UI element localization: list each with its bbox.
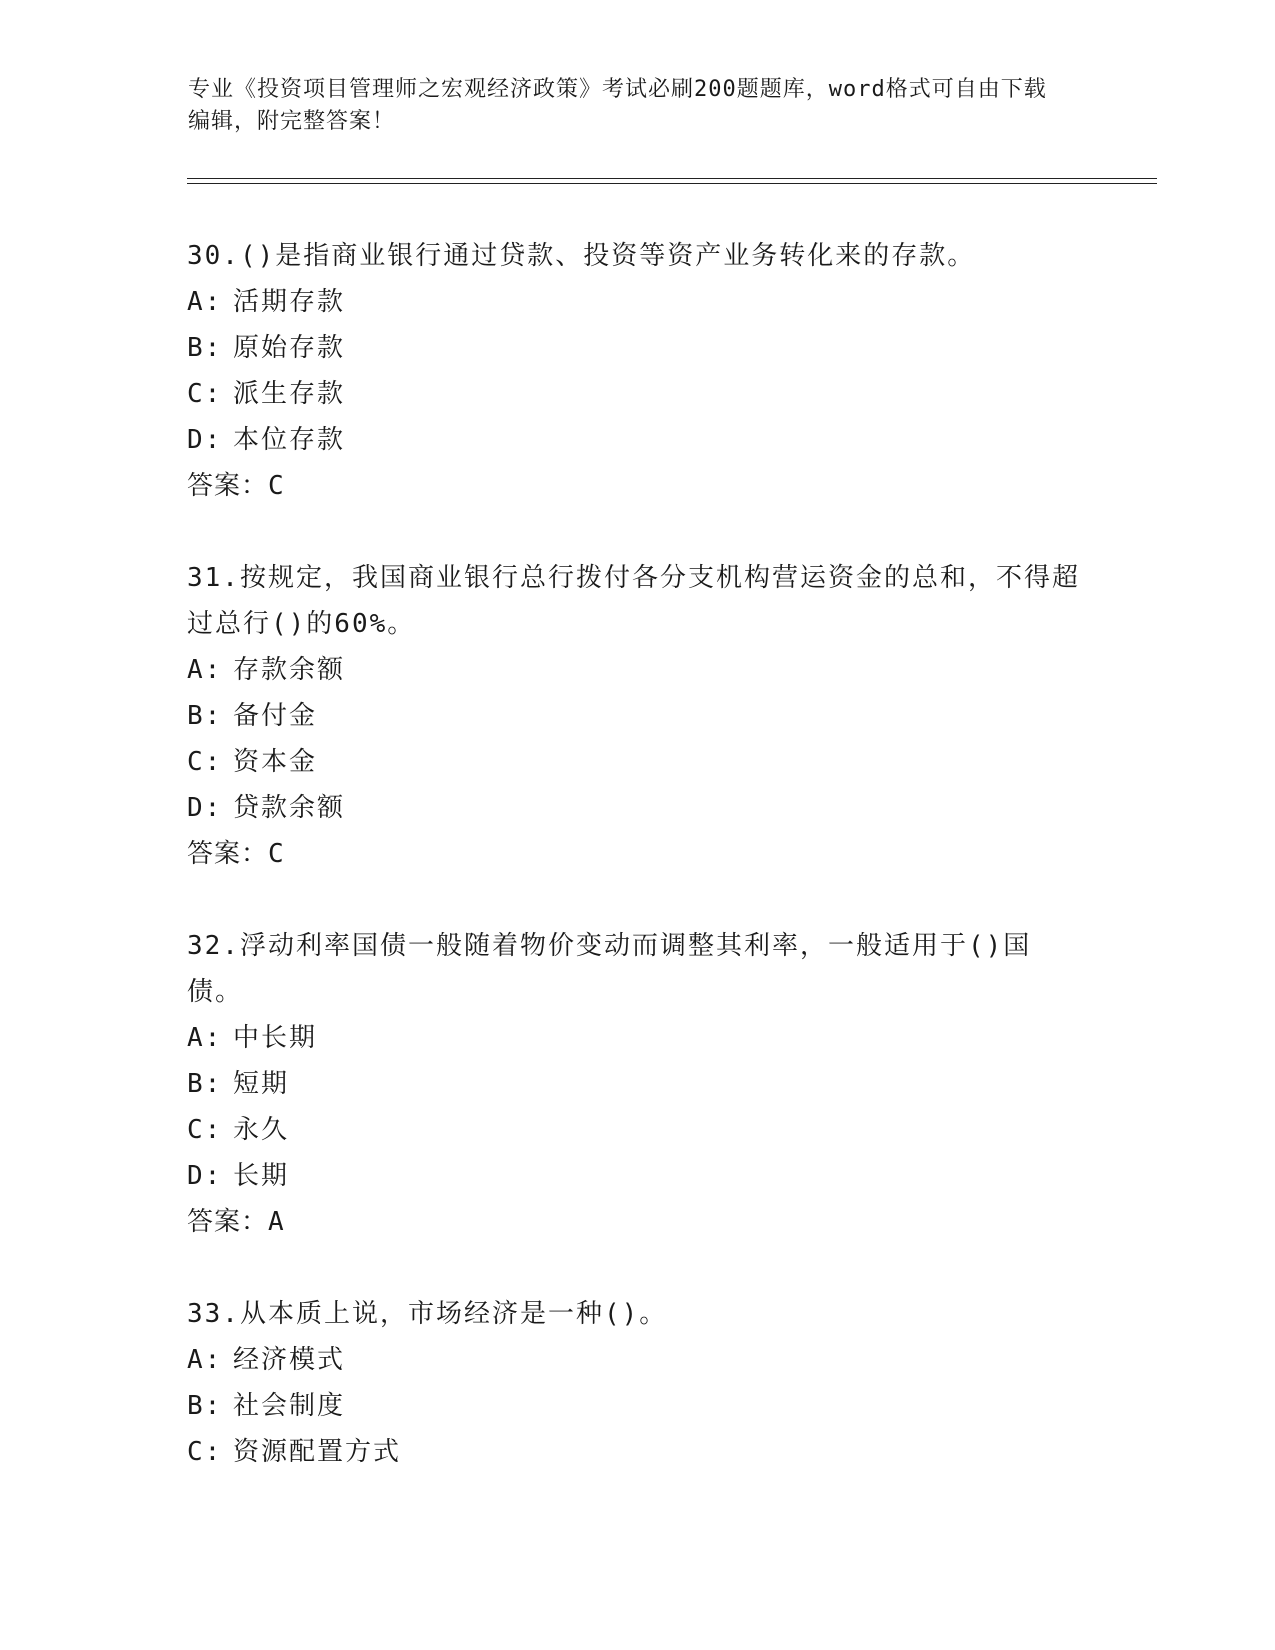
answer-line: 答案：C bbox=[187, 839, 285, 869]
option-b bbox=[187, 325, 1087, 371]
option-letter: C: bbox=[187, 1115, 223, 1145]
option-text: 备付金 bbox=[233, 701, 318, 731]
answer-line: 答案：C bbox=[187, 471, 285, 501]
question-31 bbox=[187, 555, 1087, 877]
option-letter: D: bbox=[187, 793, 223, 823]
option-c bbox=[187, 1429, 1087, 1475]
option-letter: B: bbox=[187, 333, 223, 363]
option-letter: C: bbox=[187, 379, 223, 409]
option-text: 经济模式 bbox=[233, 1345, 346, 1375]
option-text: 中长期 bbox=[233, 1023, 318, 1053]
option-c bbox=[187, 1107, 1087, 1153]
option-text: 永久 bbox=[233, 1115, 290, 1145]
option-text: 本位存款 bbox=[233, 425, 346, 455]
question-stem: 33.从本质上说，市场经济是一种()。 bbox=[187, 1299, 668, 1329]
question-list bbox=[187, 233, 1087, 1521]
header-rule-bottom bbox=[187, 183, 1157, 184]
question-stem: 30.()是指商业银行通过贷款、投资等资产业务转化来的存款。 bbox=[187, 241, 976, 271]
option-letter: D: bbox=[187, 425, 223, 455]
option-text: 资本金 bbox=[233, 747, 318, 777]
option-text: 社会制度 bbox=[233, 1391, 346, 1421]
option-text: 短期 bbox=[233, 1069, 290, 1099]
option-text: 活期存款 bbox=[233, 287, 346, 317]
option-letter: B: bbox=[187, 701, 223, 731]
option-d bbox=[187, 1153, 1087, 1199]
question-32 bbox=[187, 923, 1087, 1245]
option-text: 派生存款 bbox=[233, 379, 346, 409]
option-text: 资源配置方式 bbox=[233, 1437, 402, 1467]
option-text: 存款余额 bbox=[233, 655, 346, 685]
option-letter: A: bbox=[187, 1023, 223, 1053]
option-letter: A: bbox=[187, 1345, 223, 1375]
option-letter: C: bbox=[187, 747, 223, 777]
option-b bbox=[187, 693, 1087, 739]
option-letter: B: bbox=[187, 1391, 223, 1421]
option-letter: D: bbox=[187, 1161, 223, 1191]
option-letter: B: bbox=[187, 1069, 223, 1099]
option-letter: A: bbox=[187, 287, 223, 317]
question-33 bbox=[187, 1291, 1087, 1475]
option-d bbox=[187, 417, 1087, 463]
question-30 bbox=[187, 233, 1087, 509]
option-a bbox=[187, 647, 1087, 693]
option-b bbox=[187, 1383, 1087, 1429]
option-letter: A: bbox=[187, 655, 223, 685]
question-stem: 31.按规定，我国商业银行总行拨付各分支机构营运资金的总和，不得超过总行()的60%。 bbox=[187, 563, 1080, 639]
option-text: 原始存款 bbox=[233, 333, 346, 363]
option-text: 贷款余额 bbox=[233, 793, 346, 823]
header-rule-top bbox=[187, 178, 1157, 179]
option-a bbox=[187, 279, 1087, 325]
option-letter: C: bbox=[187, 1437, 223, 1467]
option-c bbox=[187, 739, 1087, 785]
option-d bbox=[187, 785, 1087, 831]
question-stem: 32.浮动利率国债一般随着物价变动而调整其利率，一般适用于()国债。 bbox=[187, 931, 1032, 1007]
option-text: 长期 bbox=[233, 1161, 290, 1191]
answer-line: 答案：A bbox=[187, 1207, 285, 1237]
document-header: 专业《投资项目管理师之宏观经济政策》考试必刷200题题库，word格式可自由下载编辑，附完整答案！ bbox=[188, 77, 1047, 134]
option-b bbox=[187, 1061, 1087, 1107]
option-a bbox=[187, 1015, 1087, 1061]
option-a bbox=[187, 1337, 1087, 1383]
option-c bbox=[187, 371, 1087, 417]
